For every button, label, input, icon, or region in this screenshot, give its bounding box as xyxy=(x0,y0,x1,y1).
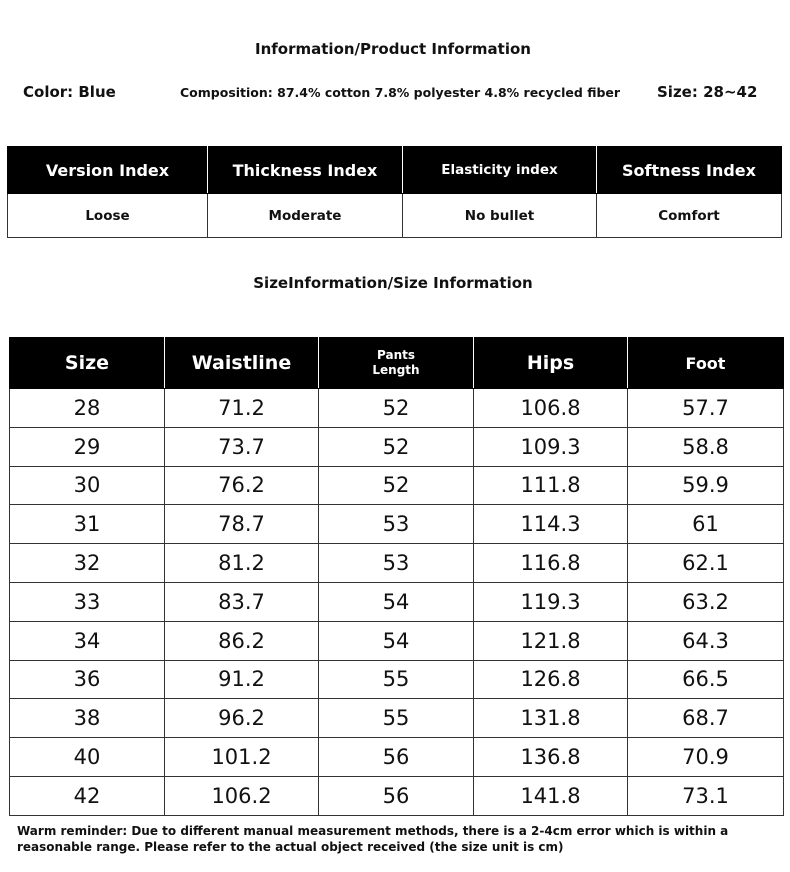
color-label: Color: Blue xyxy=(23,83,116,101)
size-header-cell: Hips xyxy=(474,338,628,389)
table-row xyxy=(10,699,784,738)
table-cell: 55 xyxy=(319,660,474,699)
index-header-cell: Elasticity index xyxy=(403,147,597,194)
table-cell: 96.2 xyxy=(165,699,319,738)
table-cell: 54 xyxy=(319,621,474,660)
table-cell: 29 xyxy=(10,427,165,466)
table-row xyxy=(10,582,784,621)
table-cell: 57.7 xyxy=(628,389,784,428)
table-cell: 52 xyxy=(319,427,474,466)
table-cell: 55 xyxy=(319,699,474,738)
table-cell: 111.8 xyxy=(474,466,628,505)
table-cell: 136.8 xyxy=(474,738,628,777)
table-cell: 40 xyxy=(10,738,165,777)
table-cell: 52 xyxy=(319,389,474,428)
table-cell: 31 xyxy=(10,505,165,544)
table-cell: 141.8 xyxy=(474,776,628,815)
table-cell: 63.2 xyxy=(628,582,784,621)
table-cell: 81.2 xyxy=(165,544,319,583)
table-cell: 53 xyxy=(319,505,474,544)
table-row xyxy=(10,389,784,428)
index-table xyxy=(7,146,782,238)
table-cell: 86.2 xyxy=(165,621,319,660)
table-row xyxy=(10,621,784,660)
table-cell: 38 xyxy=(10,699,165,738)
table-cell: 73.7 xyxy=(165,427,319,466)
table-row xyxy=(10,427,784,466)
table-cell: 116.8 xyxy=(474,544,628,583)
size-range-label: Size: 28~42 xyxy=(657,83,758,101)
table-cell: 52 xyxy=(319,466,474,505)
table-cell: 36 xyxy=(10,660,165,699)
index-value-cell: Loose xyxy=(8,194,208,238)
table-cell: 126.8 xyxy=(474,660,628,699)
size-table-body xyxy=(10,389,784,816)
page-title: Information/Product Information xyxy=(255,40,531,58)
size-section-title: SizeInformation/Size Information xyxy=(253,274,533,292)
table-cell: 64.3 xyxy=(628,621,784,660)
table-row xyxy=(10,738,784,777)
table-cell: 30 xyxy=(10,466,165,505)
index-value-cell: No bullet xyxy=(403,194,597,238)
table-cell: 54 xyxy=(319,582,474,621)
table-cell: 68.7 xyxy=(628,699,784,738)
composition-label: Composition: 87.4% cotton 7.8% polyester 4.8% recycled fiber xyxy=(180,85,621,100)
table-cell: 101.2 xyxy=(165,738,319,777)
index-value-cell: Moderate xyxy=(208,194,403,238)
warm-reminder-note: Warm reminder: Due to different manual measurement methods, there is a 2-4cm error which is within a reasonable range. Please refer to the actual object received (the size unit is cm) xyxy=(17,824,729,854)
table-cell: 73.1 xyxy=(628,776,784,815)
table-cell: 61 xyxy=(628,505,784,544)
table-cell: 28 xyxy=(10,389,165,428)
table-cell: 56 xyxy=(319,776,474,815)
size-table xyxy=(9,337,784,816)
index-header-cell: Thickness Index xyxy=(208,147,403,194)
table-row xyxy=(10,466,784,505)
table-cell: 62.1 xyxy=(628,544,784,583)
index-header-row xyxy=(8,147,782,194)
index-header-cell: Softness Index xyxy=(597,147,782,194)
index-value-cell: Comfort xyxy=(597,194,782,238)
table-row xyxy=(10,505,784,544)
table-cell: 106.8 xyxy=(474,389,628,428)
table-cell: 71.2 xyxy=(165,389,319,428)
size-header-cell: Size xyxy=(10,338,165,389)
table-cell: 56 xyxy=(319,738,474,777)
table-cell: 114.3 xyxy=(474,505,628,544)
size-header-cell: Foot xyxy=(628,338,784,389)
table-cell: 70.9 xyxy=(628,738,784,777)
size-header-cell xyxy=(319,338,474,389)
table-cell: 59.9 xyxy=(628,466,784,505)
table-row xyxy=(10,776,784,815)
table-cell: 91.2 xyxy=(165,660,319,699)
table-cell: 32 xyxy=(10,544,165,583)
table-cell: 42 xyxy=(10,776,165,815)
table-cell: 131.8 xyxy=(474,699,628,738)
table-row xyxy=(10,660,784,699)
table-row xyxy=(10,544,784,583)
table-cell: 34 xyxy=(10,621,165,660)
size-header-row xyxy=(10,338,784,389)
table-cell: 33 xyxy=(10,582,165,621)
table-cell: 83.7 xyxy=(165,582,319,621)
table-cell: 119.3 xyxy=(474,582,628,621)
table-cell: 76.2 xyxy=(165,466,319,505)
index-value-row xyxy=(8,194,782,238)
table-cell: 106.2 xyxy=(165,776,319,815)
index-header-cell: Version Index xyxy=(8,147,208,194)
size-header-label: Pants Length xyxy=(372,348,420,377)
table-cell: 78.7 xyxy=(165,505,319,544)
size-header-cell: Waistline xyxy=(165,338,319,389)
table-cell: 66.5 xyxy=(628,660,784,699)
table-cell: 121.8 xyxy=(474,621,628,660)
table-cell: 53 xyxy=(319,544,474,583)
table-cell: 58.8 xyxy=(628,427,784,466)
table-cell: 109.3 xyxy=(474,427,628,466)
